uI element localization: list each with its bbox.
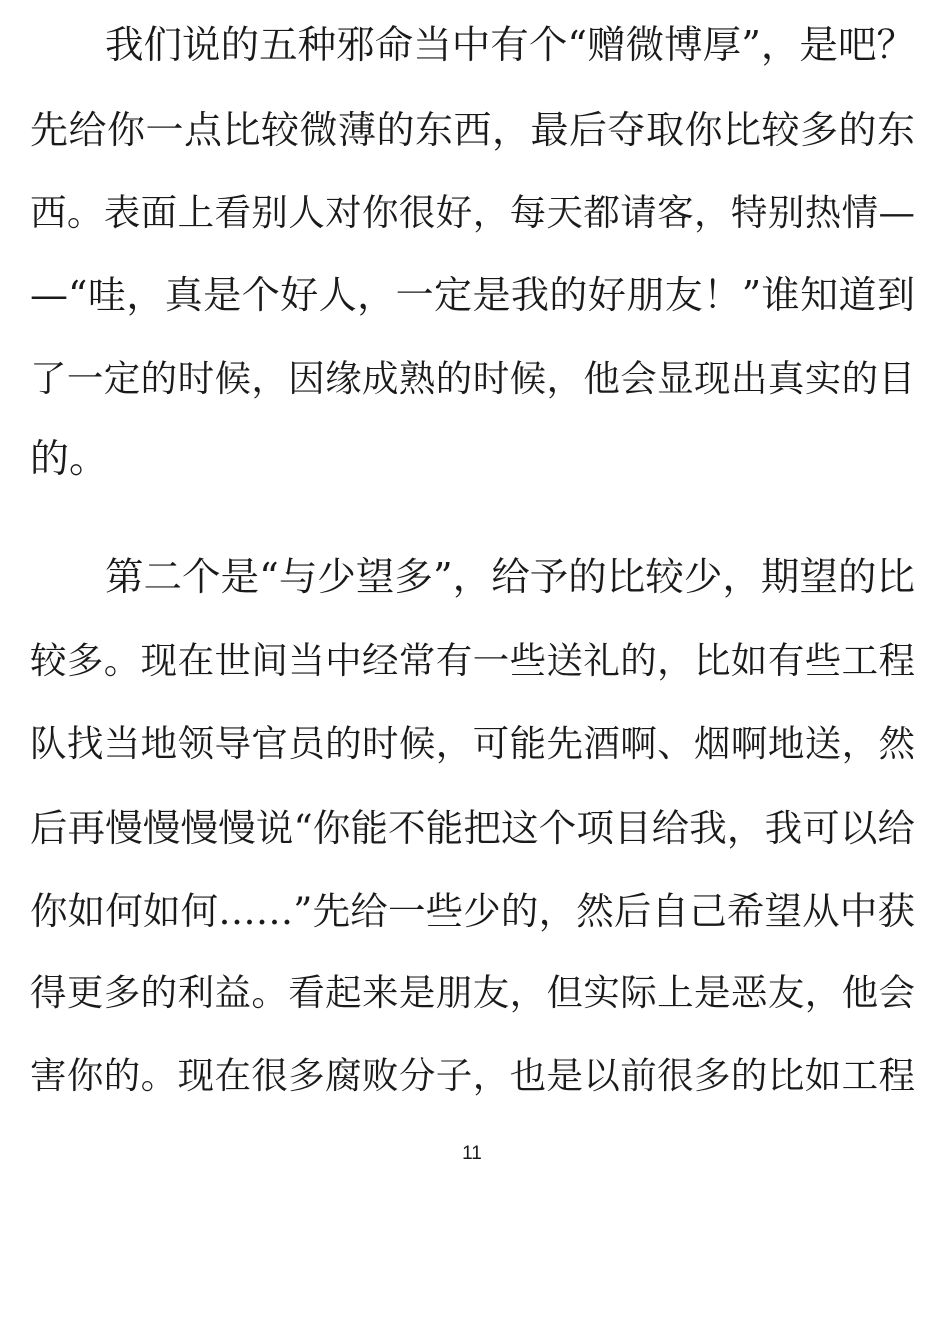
paragraph-1-line-2: 先给你一点比较微薄的东西，最后夺取你比较多的东 xyxy=(30,108,915,152)
paragraph-1-line-6: 的。 xyxy=(30,437,109,482)
paragraph-2-line-4: 后再慢慢慢慢说“你能不能把这个项目给我，我可以给 xyxy=(30,806,915,850)
paragraph-2-line-1: 第二个是“与少望多”，给予的比较少，期望的比 xyxy=(105,555,915,600)
paragraph-2-line-3: 队找当地领导官员的时候，可能先酒啊、烟啊地送，然 xyxy=(30,722,915,765)
paragraph-2-line-7: 害你的。现在很多腐败分子，也是以前很多的比如工程 xyxy=(30,1054,915,1097)
paragraph-2-line-6: 得更多的利益。看起来是朋友，但实际上是恶友，他会 xyxy=(30,971,915,1014)
page-number: 11 xyxy=(462,1143,482,1164)
paragraph-1-line-4: —“哇，真是个好人，一定是我的好朋友！”谁知道到 xyxy=(30,273,915,317)
paragraph-2-line-5: 你如何如何……”先给一些少的，然后自己希望从中获 xyxy=(30,889,915,933)
paragraph-1-line-3: 西。表面上看别人对你很好，每天都请客，特别热情— xyxy=(30,191,915,234)
paragraph-1-line-1: 我们说的五种邪命当中有个“赠微博厚”，是吧？ xyxy=(105,23,915,68)
paragraph-2-line-2: 较多。现在世间当中经常有一些送礼的，比如有些工程 xyxy=(30,639,915,682)
paragraph-1-line-5: 了一定的时候，因缘成熟的时候，他会显现出真实的目 xyxy=(30,357,915,400)
